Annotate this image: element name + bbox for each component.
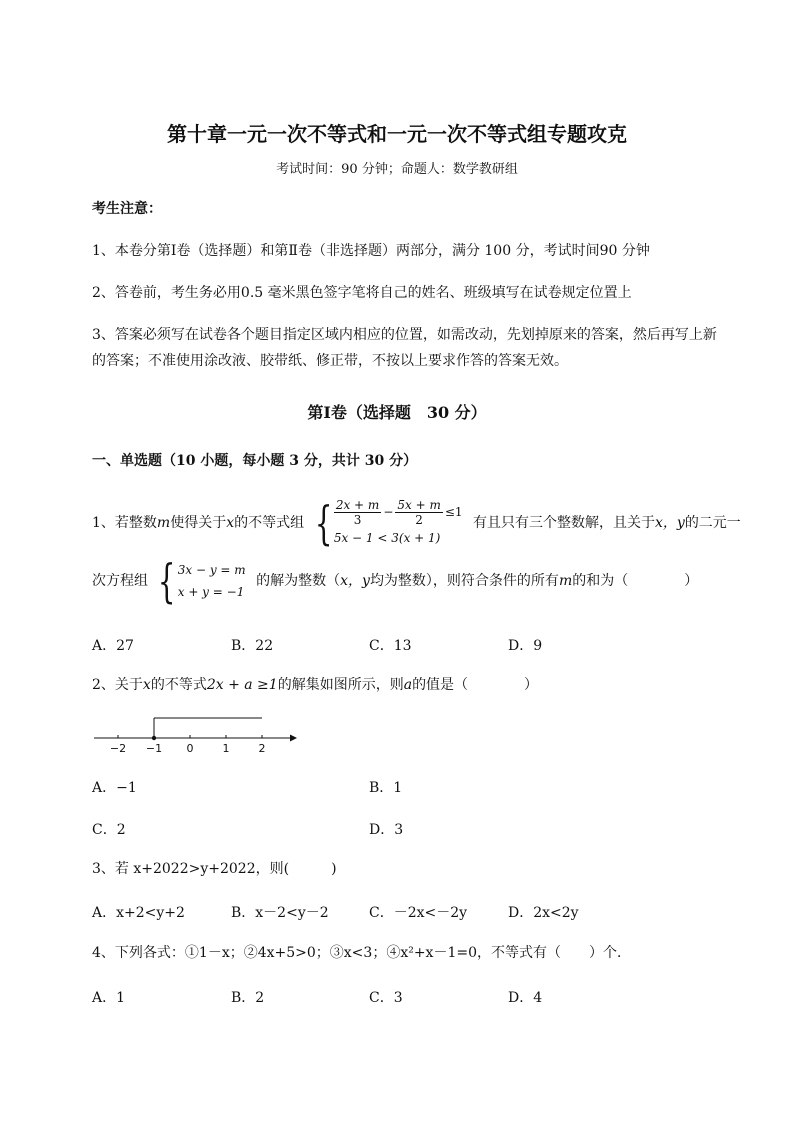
q3-option-a[interactable]: A．x+2<y+2 bbox=[92, 905, 185, 921]
number-line-figure bbox=[90, 710, 300, 754]
q4-option-b[interactable]: B．2 bbox=[231, 990, 265, 1006]
notice-item-3-cont: 的答案；不准使用涂改液、胶带纸、修正带，不按以上要求作答的答案无效。 bbox=[92, 353, 568, 369]
axis-arrow bbox=[290, 735, 297, 742]
notice-item-1: 1、本卷分第Ⅰ卷（选择题）和第Ⅱ卷（非选择题）两部分，满分 100 分，考试时间90 分钟 bbox=[92, 243, 650, 259]
q3-option-c[interactable]: C．－2x<－2y bbox=[369, 905, 468, 921]
question-4-stem: 4、下列各式：①1－x；②4x+5>0；③x<3；④x²+x－1=0，不等式有（ ）个． bbox=[92, 945, 631, 961]
q1-option-c[interactable]: C．13 bbox=[369, 638, 412, 654]
q1-option-b[interactable]: B．22 bbox=[231, 638, 274, 654]
question-1-line-2: 次方程组 { 3x − y = m x + y = −1 的解为整数（x，y均为整数），则符合条件的所有m的和为（ ） bbox=[92, 554, 699, 608]
q4-option-d[interactable]: D．4 bbox=[508, 990, 543, 1006]
q1-option-d[interactable]: D．9 bbox=[508, 638, 543, 654]
notice-item-3: 3、答案必须写在试卷各个题目指定区域内相应的位置，如需改动，先划掉原来的答案，然后再写上新 bbox=[92, 327, 717, 343]
question-3-stem: 3、若 x+2022>y+2022，则( ) bbox=[92, 861, 337, 877]
q3-option-b[interactable]: B．x－2<y－2 bbox=[231, 905, 329, 921]
notice-heading: 考生注意： bbox=[92, 201, 162, 217]
document-title: 第十章一元一次不等式和一元一次不等式组专题攻克 bbox=[167, 122, 627, 146]
part1-title: 第Ⅰ卷（选择题 30 分） bbox=[307, 403, 487, 422]
q4-option-a[interactable]: A．1 bbox=[92, 990, 126, 1006]
left-brace: { bbox=[158, 554, 176, 608]
section-title: 一、单选题（10 小题，每小题 3 分，共计 30 分） bbox=[92, 453, 418, 469]
tick-label: −1 bbox=[145, 742, 163, 754]
q2-option-a[interactable]: A．−1 bbox=[92, 780, 137, 796]
solid-point bbox=[152, 736, 156, 740]
notice-item-2: 2、答卷前，考生务必用0.5 毫米黑色签字笔将自己的姓名、班级填写在试卷规定位置上 bbox=[92, 285, 632, 301]
tick-label: −2 bbox=[109, 742, 127, 754]
q3-option-d[interactable]: D．2x<2y bbox=[508, 905, 579, 921]
q2-option-d[interactable]: D．3 bbox=[369, 822, 404, 838]
tick-label: 1 bbox=[222, 742, 230, 754]
tick-label: 0 bbox=[186, 742, 194, 754]
inequality-system: { $\frac{2x + m}{3}$ − $\frac{5x + m}{2}$ ≤1 5x − 1 < 3(x + 1) bbox=[314, 496, 463, 550]
q4-option-c[interactable]: C．3 bbox=[369, 990, 403, 1006]
left-brace: { bbox=[314, 496, 332, 550]
q2-option-c[interactable]: C．2 bbox=[92, 822, 126, 838]
equation-system: { 3x − y = m x + y = −1 bbox=[158, 554, 246, 608]
tick-label: 2 bbox=[258, 742, 266, 754]
question-2-stem: 2、关于x的不等式2x + a ≥1的解集如图所示，则a的值是（ ） bbox=[92, 677, 539, 693]
document-subtitle: 考试时间：90 分钟；命题人：数学教研组 bbox=[276, 162, 518, 177]
q1-option-a[interactable]: A．27 bbox=[92, 638, 134, 654]
question-1-line-1: 1、若整数m使得关于x的不等式组 { $\frac{2x + m}{3}$ − $\frac{5x + m}{2}$ ≤1 5x − 1 < 3(x + 1) 有且只有三个整数解，且关于x，y的二元一 bbox=[92, 496, 741, 550]
q2-option-b[interactable]: B．1 bbox=[369, 780, 403, 796]
